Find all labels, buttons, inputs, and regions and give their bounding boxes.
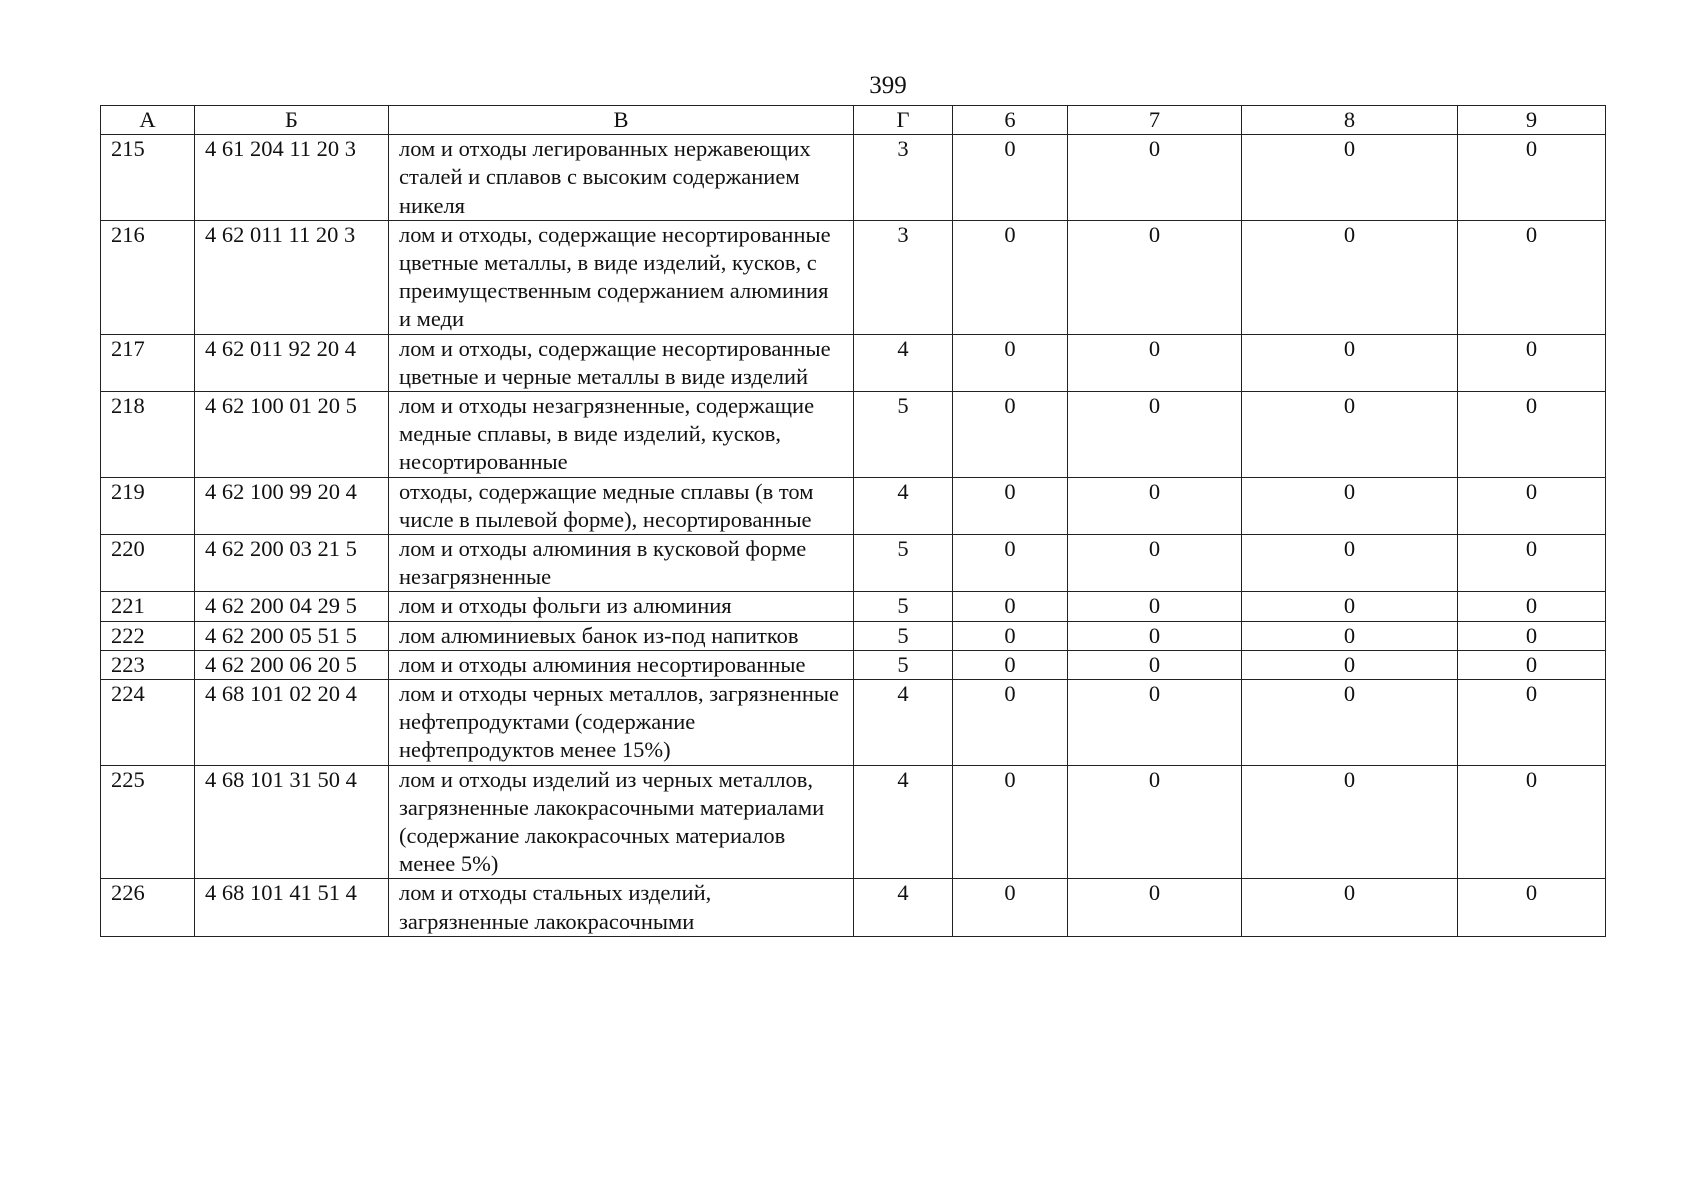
row-number: 216: [101, 220, 195, 334]
column-header-9: 9: [1458, 106, 1606, 135]
cell-col-6: 0: [953, 220, 1068, 334]
hazard-class: 4: [854, 680, 953, 766]
waste-code: 4 62 011 92 20 4: [195, 334, 389, 391]
column-header-v: В: [389, 106, 854, 135]
row-number: 224: [101, 680, 195, 766]
cell-col-8: 0: [1242, 765, 1458, 879]
waste-description: лом и отходы фольги из алюминия: [389, 592, 854, 621]
row-number: 217: [101, 334, 195, 391]
row-number: 218: [101, 392, 195, 478]
cell-col-7: 0: [1068, 879, 1242, 936]
cell-col-7: 0: [1068, 392, 1242, 478]
cell-col-9: 0: [1458, 135, 1606, 221]
waste-description: отходы, содержащие медные сплавы (в том числе в пылевой форме), несортированные: [389, 477, 854, 534]
cell-col-6: 0: [953, 392, 1068, 478]
table-row: [101, 680, 1606, 766]
table-row: [101, 334, 1606, 391]
cell-col-9: 0: [1458, 621, 1606, 650]
cell-col-8: 0: [1242, 650, 1458, 679]
cell-col-9: 0: [1458, 592, 1606, 621]
waste-description: лом и отходы стальных изделий, загрязненные лакокрасочными: [389, 879, 854, 936]
cell-col-7: 0: [1068, 650, 1242, 679]
table-row: [101, 535, 1606, 592]
cell-col-6: 0: [953, 592, 1068, 621]
cell-col-8: 0: [1242, 392, 1458, 478]
cell-col-8: 0: [1242, 592, 1458, 621]
cell-col-9: 0: [1458, 392, 1606, 478]
table-row: [101, 650, 1606, 679]
waste-description: лом и отходы алюминия в кусковой форме незагрязненные: [389, 535, 854, 592]
cell-col-9: 0: [1458, 477, 1606, 534]
cell-col-8: 0: [1242, 535, 1458, 592]
row-number: 215: [101, 135, 195, 221]
cell-col-6: 0: [953, 765, 1068, 879]
cell-col-6: 0: [953, 477, 1068, 534]
column-header-7: 7: [1068, 106, 1242, 135]
row-number: 220: [101, 535, 195, 592]
table-row: [101, 135, 1606, 221]
column-header-g: Г: [854, 106, 953, 135]
table-row: [101, 621, 1606, 650]
cell-col-9: 0: [1458, 334, 1606, 391]
cell-col-8: 0: [1242, 477, 1458, 534]
table-row: [101, 879, 1606, 936]
hazard-class: 5: [854, 592, 953, 621]
row-number: 226: [101, 879, 195, 936]
waste-code: 4 62 011 11 20 3: [195, 220, 389, 334]
waste-description: лом и отходы, содержащие несортированные цветные и черные металлы в виде изделий: [389, 334, 854, 391]
waste-description: лом и отходы черных металлов, загрязненные нефтепродуктами (содержание нефтепродуктов менее 15%): [389, 680, 854, 766]
hazard-class: 3: [854, 135, 953, 221]
hazard-class: 5: [854, 621, 953, 650]
cell-col-9: 0: [1458, 535, 1606, 592]
hazard-class: 4: [854, 334, 953, 391]
hazard-class: 3: [854, 220, 953, 334]
waste-code: 4 62 200 06 20 5: [195, 650, 389, 679]
cell-col-6: 0: [953, 621, 1068, 650]
column-header-b: Б: [195, 106, 389, 135]
waste-code: 4 62 100 99 20 4: [195, 477, 389, 534]
row-number: 219: [101, 477, 195, 534]
table-header-row: [101, 106, 1606, 135]
cell-col-7: 0: [1068, 477, 1242, 534]
hazard-class: 5: [854, 650, 953, 679]
column-header-8: 8: [1242, 106, 1458, 135]
table-row: [101, 765, 1606, 879]
cell-col-6: 0: [953, 135, 1068, 221]
hazard-class: 4: [854, 879, 953, 936]
cell-col-7: 0: [1068, 680, 1242, 766]
row-number: 223: [101, 650, 195, 679]
row-number: 222: [101, 621, 195, 650]
cell-col-9: 0: [1458, 765, 1606, 879]
cell-col-6: 0: [953, 334, 1068, 391]
cell-col-9: 0: [1458, 680, 1606, 766]
waste-description: лом и отходы алюминия несортированные: [389, 650, 854, 679]
cell-col-8: 0: [1242, 135, 1458, 221]
hazard-class: 5: [854, 392, 953, 478]
cell-col-6: 0: [953, 680, 1068, 766]
hazard-class: 4: [854, 765, 953, 879]
waste-code: 4 62 200 04 29 5: [195, 592, 389, 621]
waste-code: 4 62 200 03 21 5: [195, 535, 389, 592]
table-row: [101, 220, 1606, 334]
waste-description: лом и отходы незагрязненные, содержащие медные сплавы, в виде изделий, кусков, несортированные: [389, 392, 854, 478]
waste-code: 4 61 204 11 20 3: [195, 135, 389, 221]
cell-col-6: 0: [953, 879, 1068, 936]
cell-col-6: 0: [953, 650, 1068, 679]
cell-col-7: 0: [1068, 592, 1242, 621]
table-row: [101, 592, 1606, 621]
column-header-a: А: [101, 106, 195, 135]
page-number: 399: [869, 72, 907, 99]
cell-col-7: 0: [1068, 621, 1242, 650]
cell-col-8: 0: [1242, 680, 1458, 766]
waste-description: лом алюминиевых банок из-под напитков: [389, 621, 854, 650]
hazard-class: 5: [854, 535, 953, 592]
cell-col-7: 0: [1068, 334, 1242, 391]
column-header-6: 6: [953, 106, 1068, 135]
waste-classification-table: [100, 105, 1606, 937]
cell-col-6: 0: [953, 535, 1068, 592]
row-number: 221: [101, 592, 195, 621]
cell-col-7: 0: [1068, 535, 1242, 592]
cell-col-7: 0: [1068, 220, 1242, 334]
waste-description: лом и отходы изделий из черных металлов, загрязненные лакокрасочными материалами (содержание лакокрасочных материалов менее 5%): [389, 765, 854, 879]
table-row: [101, 477, 1606, 534]
cell-col-9: 0: [1458, 879, 1606, 936]
waste-description: лом и отходы, содержащие несортированные цветные металлы, в виде изделий, кусков, с преимущественным содержанием алюминия и меди: [389, 220, 854, 334]
cell-col-9: 0: [1458, 220, 1606, 334]
cell-col-8: 0: [1242, 220, 1458, 334]
cell-col-7: 0: [1068, 135, 1242, 221]
cell-col-8: 0: [1242, 879, 1458, 936]
table-row: [101, 392, 1606, 478]
waste-code: 4 62 200 05 51 5: [195, 621, 389, 650]
hazard-class: 4: [854, 477, 953, 534]
waste-description: лом и отходы легированных нержавеющих сталей и сплавов с высоким содержанием никеля: [389, 135, 854, 221]
row-number: 225: [101, 765, 195, 879]
cell-col-7: 0: [1068, 765, 1242, 879]
waste-code: 4 68 101 41 51 4: [195, 879, 389, 936]
cell-col-8: 0: [1242, 334, 1458, 391]
waste-code: 4 62 100 01 20 5: [195, 392, 389, 478]
waste-code: 4 68 101 31 50 4: [195, 765, 389, 879]
cell-col-8: 0: [1242, 621, 1458, 650]
cell-col-9: 0: [1458, 650, 1606, 679]
waste-code: 4 68 101 02 20 4: [195, 680, 389, 766]
